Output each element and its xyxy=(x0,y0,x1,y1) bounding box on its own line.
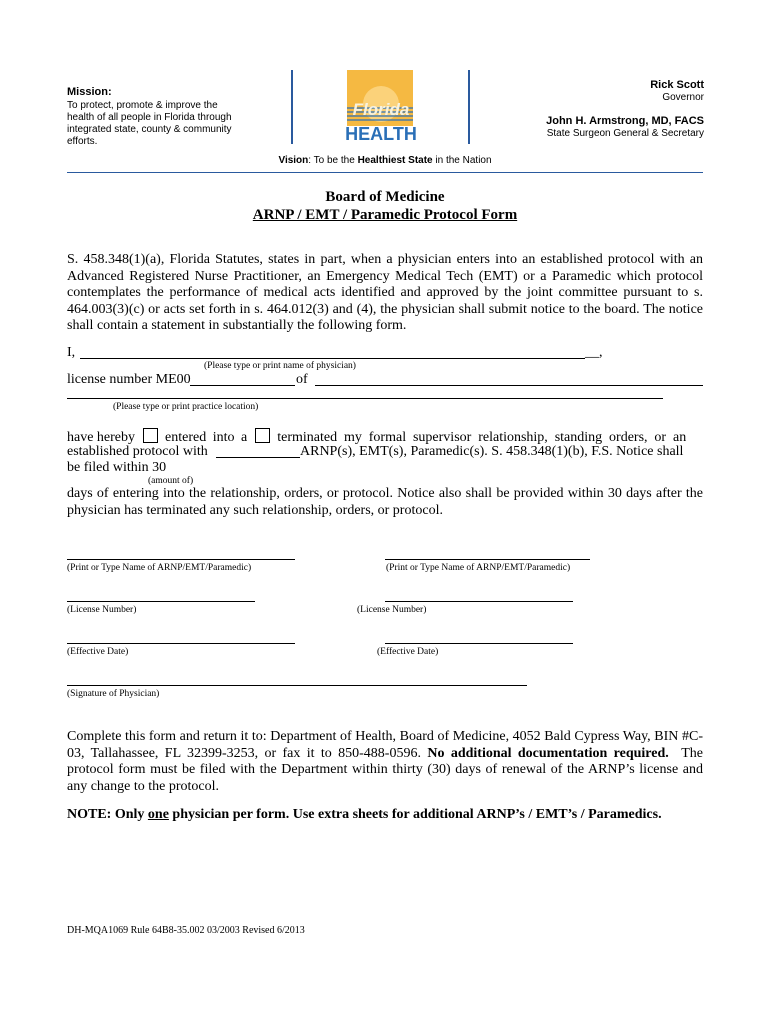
header-rule xyxy=(67,172,703,173)
of-label: of xyxy=(296,372,308,387)
header-divider-left xyxy=(291,70,293,144)
surgeon-general-name: John H. Armstrong, MD, FACS xyxy=(546,115,704,127)
effective-date-hint-left: (Effective Date) xyxy=(67,647,129,657)
header-divider-right xyxy=(468,70,470,144)
governor-name: Rick Scott xyxy=(650,79,704,91)
license-number-field[interactable] xyxy=(190,385,295,386)
days-paragraph: days of entering into the relationship, orders, or protocol. Notice also shall be provided within 30 days after the physician has terminated any such relationship, orders, or protocol. xyxy=(67,486,703,518)
vision-post: in the Nation xyxy=(432,155,492,166)
arnp-name-field-right[interactable] xyxy=(385,559,590,560)
amount-hint: (amount of) xyxy=(148,476,194,486)
physician-signature-field[interactable] xyxy=(67,685,527,686)
arnp-name-hint-right: (Print or Type Name of ARNP/EMT/Paramedic) xyxy=(386,563,571,573)
mission-label: Mission: xyxy=(67,86,112,98)
practice-location-field-1[interactable] xyxy=(315,385,703,386)
terminated-checkbox[interactable] xyxy=(255,428,270,443)
license-field-left[interactable] xyxy=(67,601,255,602)
license-field-right[interactable] xyxy=(385,601,573,602)
practice-location-hint: (Please type or print practice location) xyxy=(113,402,259,412)
florida-health-logo xyxy=(345,70,417,144)
vision-statement xyxy=(0,155,770,166)
form-footer: DH-MQA1069 Rule 64B8-35.002 03/2003 Revised 6/2013 xyxy=(67,925,305,936)
established-rest-text: ARNP(s), EMT(s), Paramedic(s). S. 458.348(1)(b), F.S. Notice shall xyxy=(300,444,684,459)
mission-text: To protect, promote & improve the health of all people in Florida through integrated state, county & community efforts. xyxy=(67,100,232,147)
physician-name-field[interactable] xyxy=(80,358,585,359)
license-hint-right: (License Number) xyxy=(357,605,427,615)
have-hereby-text: have hereby xyxy=(67,430,136,445)
license-label: license number ME00 xyxy=(67,372,191,387)
vision-pre: : To be the xyxy=(308,155,358,166)
surgeon-general-title: State Surgeon General & Secretary xyxy=(546,128,704,139)
arnp-name-hint-left: (Print or Type Name of ARNP/EMT/Paramedic) xyxy=(67,563,252,573)
filed-within-text: be filed within 30 xyxy=(67,460,167,475)
physician-name-hint: (Please type or print name of physician) xyxy=(204,361,356,371)
note-line xyxy=(67,807,662,823)
entered-into-text: entered into a xyxy=(165,430,248,445)
instructions-text: Complete this form and return it to: Department of Health, Board of Medicine, 4052 Bald Cypress Way, BIN #C-03, Tallahassee, FL 32399-3253, or fax it to 850-488-0596. xyxy=(67,729,703,761)
i-label: I, xyxy=(67,345,76,360)
note-underlined: one xyxy=(147,807,169,822)
logo-health-text: HEALTH xyxy=(345,124,417,144)
note-post: physician per form. Use extra sheets for additional ARNP’s / EMT’s / Paramedics. xyxy=(168,807,662,822)
i-comma: __, xyxy=(585,345,603,360)
note-pre: NOTE: Only xyxy=(67,807,148,822)
instructions-rest: The protocol form must be filed with the Department within thirty (30) days of renewal of the ARNP’s license and any change to the protocol. xyxy=(67,745,704,794)
entered-checkbox[interactable] xyxy=(143,428,158,443)
effective-date-hint-right: (Effective Date) xyxy=(377,647,439,657)
vision-bold: Healthiest State xyxy=(357,155,433,166)
form-subtitle: ARNP / EMT / Paramedic Protocol Form xyxy=(252,207,518,223)
terminated-text: terminated my formal supervisor relationship, standing orders, or an xyxy=(277,430,687,445)
practice-location-field-2[interactable] xyxy=(67,398,663,399)
governor-title: Governor xyxy=(662,92,704,103)
physician-signature-hint: (Signature of Physician) xyxy=(67,689,160,699)
established-with-text: established protocol with xyxy=(67,444,208,459)
form-title: Board of Medicine xyxy=(325,189,445,205)
license-hint-left: (License Number) xyxy=(67,605,137,615)
effective-date-field-left[interactable] xyxy=(67,643,295,644)
vision-label: Vision xyxy=(278,155,309,166)
logo-florida-text: Florida xyxy=(352,100,410,119)
arnp-count-field[interactable] xyxy=(216,457,300,458)
effective-date-field-right[interactable] xyxy=(385,643,573,644)
instructions-paragraph xyxy=(67,729,703,795)
arnp-name-field-left[interactable] xyxy=(67,559,295,560)
instructions-bold: No additional documentation required. xyxy=(427,745,669,761)
intro-paragraph: S. 458.348(1)(a), Florida Statutes, states in part, when a physician enters into an established protocol with an Advanced Registered Nurse Practitioner, an Emergency Medical Tech (EMT) or a Paramedic which protocol contemplates the performance of medical acts identified and approved by the joint committee pursuant to s. 464.003(3)(c) or acts set forth in s. 464.012(3) and (4), the physician shall submit notice to the board. The notice shall contain a statement in substantially the following form. xyxy=(67,252,703,333)
